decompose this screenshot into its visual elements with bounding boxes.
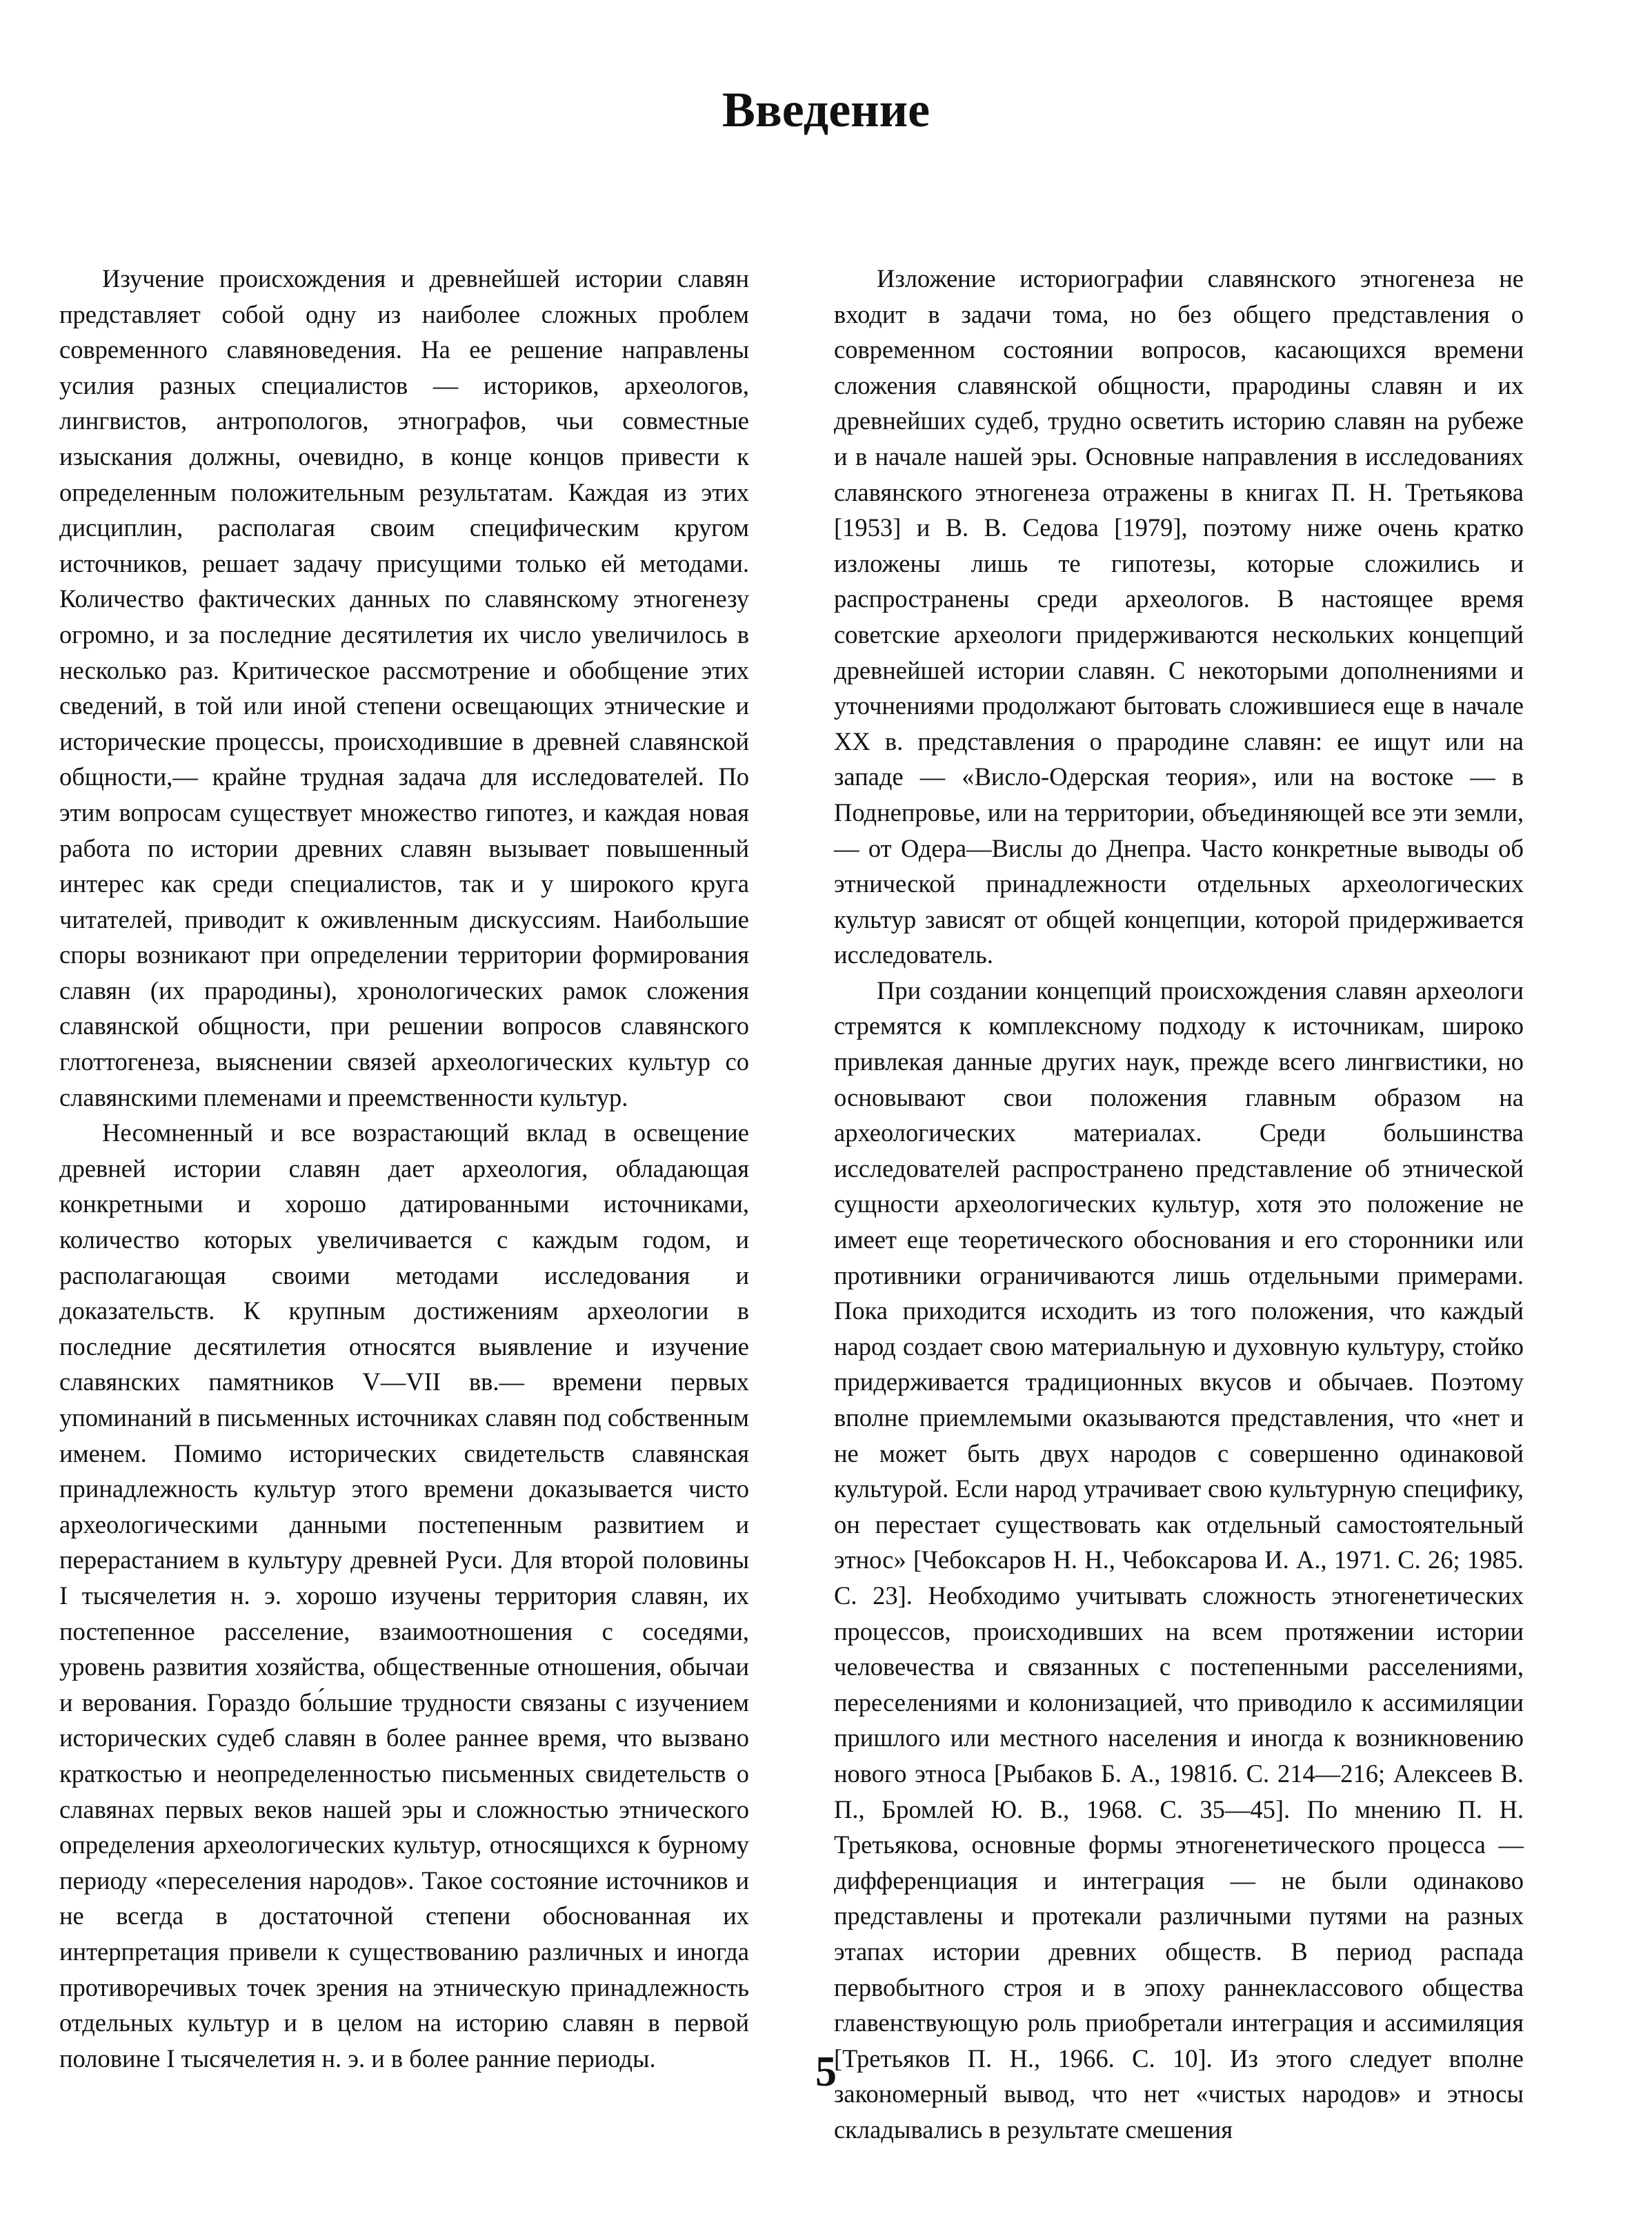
paragraph: Несомненный и все возрастающий вклад в освещение древней истории славян дает археология, обладающая конкретными и хорошо датированными источниками, количество которых увеличивается с каждым годом, и располагающая своими методами исследования и доказательств. К крупным достижениям археологии в последние десятилетия относятся выявление и изучение славянских памятников V—VII вв.— времени первых упоминаний в письменных источниках славян под собственным именем. Помимо исторических свидетельств славянская принадлежность культур этого времени доказывается чисто археологическими данными постепенным развитием и перерастанием в культуру древней Руси. Для второй половины I тысячелетия н. э. хорошо изучены территория славян, их постепенное расселение, взаимоотношения с соседями, уровень развития хозяйства, общественные отношения, обычаи и верования. Гораздо бо́льшие трудности связаны с изучением исторических судеб славян в более раннее время, что вызвано краткостью и неопределенностью письменных свидетельств о славянах первых веков нашей эры и сложностью этнического определения археологических культур, относящихся к бурному периоду «переселения народов». Такое состояние источников и не всегда в достаточной степени обоснованная их интерпретация привели к существованию различных и иногда противоречивых точек зрения на этническую принадлежность отдельных культур и в целом на историю славян в первой половине I тысячелетия н. э. и в более ранние периоды. bbox=[59, 1118, 749, 2073]
paragraph: Изучение происхождения и древнейшей истории славян представляет собой одну из наиболее сложных проблем современного славяноведения. На ее решение направлены усилия разных специалистов — историков, археологов, лингвистов, антропологов, этнографов, чьи совместные изыскания должны, очевидно, в конце концов привести к определенным положительным результатам. Каждая из этих дисциплин, располагая своим специфическим кругом источников, решает задачу присущими только ей методами. Количество фактических данных по славянскому этногенезу огромно, и за последние десятилетия их число увеличилось в несколько раз. Критическое рассмотрение и обобщение этих сведений, в той или иной степени освещающих этнические и исторические процессы, происходившие в древней славянской общности,— крайне трудная задача для исследователей. По этим вопросам существует множество гипотез, и каждая новая работа по истории древних славян вызывает повышенный интерес как среди специалистов, так и у широкого круга читателей, приводит к оживленным дискуссиям. Наибольшие споры возникают при определении территории формирования славян (их прародины), хронологических рамок сложения славянской общности, при решении вопросов славянского глоттогенеза, выяснении связей археологических культур со славянскими племенами и преемственности культур. bbox=[59, 264, 749, 1111]
left-column bbox=[59, 261, 749, 2076]
page-number: 5 bbox=[815, 2048, 837, 2095]
paragraph: При создании концепций происхождения славян археологи стремятся к комплексному подходу к источникам, широко привлекая данные других наук, прежде всего лингвистики, но основывают свои положения главным образом на археологических материалах. Среди большинства исследователей распространено представление об этнической сущности археологических культур, хотя это положение не имеет еще теоретического обоснования и его сторонники или противники ограничиваются лишь отдельными примерами. Пока приходится исходить из того положения, что каждый народ создает свою материальную и духовную культуру, стойко придерживается традиционных вкусов и обычаев. Поэтому вполне приемлемыми оказываются представления, что «нет и не может быть двух народов с совершенно одинаковой культурой. Если народ утрачивает свою культурную специфику, он перестает существовать как отдельный самостоятельный этнос» [Чебоксаров Н. Н., Чебоксарова И. А., 1971. С. 26; 1985. С. 23]. Необходимо учитывать сложность этногенетических процессов, происходивших на всем протяжении истории человечества и связанных с постепенными расселениями, переселениями и колонизацией, что приводило к ассимиляции пришлого или местного населения и иногда к возникновению нового этноса [Рыбаков Б. А., 1981б. С. 214—216; Алексеев В. П., Бромлей Ю. В., 1968. С. 35—45]. По мнению П. Н. Третьякова, основные формы этногенетического процесса — дифференциация и интеграция — не были одинаково представлены и протекали различными путями на разных этапах истории древних обществ. В период распада первобытного строя и в эпоху раннеклассового общества главенствующую роль приобретали интеграция и ассимиляция [Третьяков П. Н., 1966. С. 10]. Из этого следует вполне закономерный вывод, что нет «чистых народов» и этносы складывались в результате смешения bbox=[834, 976, 1524, 2144]
page-title: Введение bbox=[721, 82, 931, 137]
right-column bbox=[834, 261, 1524, 2147]
paragraph: Изложение историографии славянского этногенеза не входит в задачи тома, но без общего представления о современном состоянии вопросов, касающихся времени сложения славянской общности, прародины славян и их древнейших судеб, трудно осветить историю славян на рубеже и в начале нашей эры. Основные направления в исследованиях славянского этногенеза отражены в книгах П. Н. Третьякова [1953] и В. В. Седова [1979], поэтому ниже очень кратко изложены лишь те гипотезы, которые сложились и распространены среди археологов. В настоящее время советские археологи придерживаются нескольких концепций древнейшей истории славян. С некоторыми дополнениями и уточнениями продолжают бытовать сложившиеся еще в начале XX в. представления о прародине славян: ее ищут или на западе — «Висло-Одерская теория», или на востоке — в Поднепровье, или на территории, объединяющей все эти земли,— от Одера—Вислы до Днепра. Часто конкретные выводы об этнической принадлежности отдельных археологических культур зависят от общей концепции, которой придерживается исследователь. bbox=[834, 264, 1524, 969]
